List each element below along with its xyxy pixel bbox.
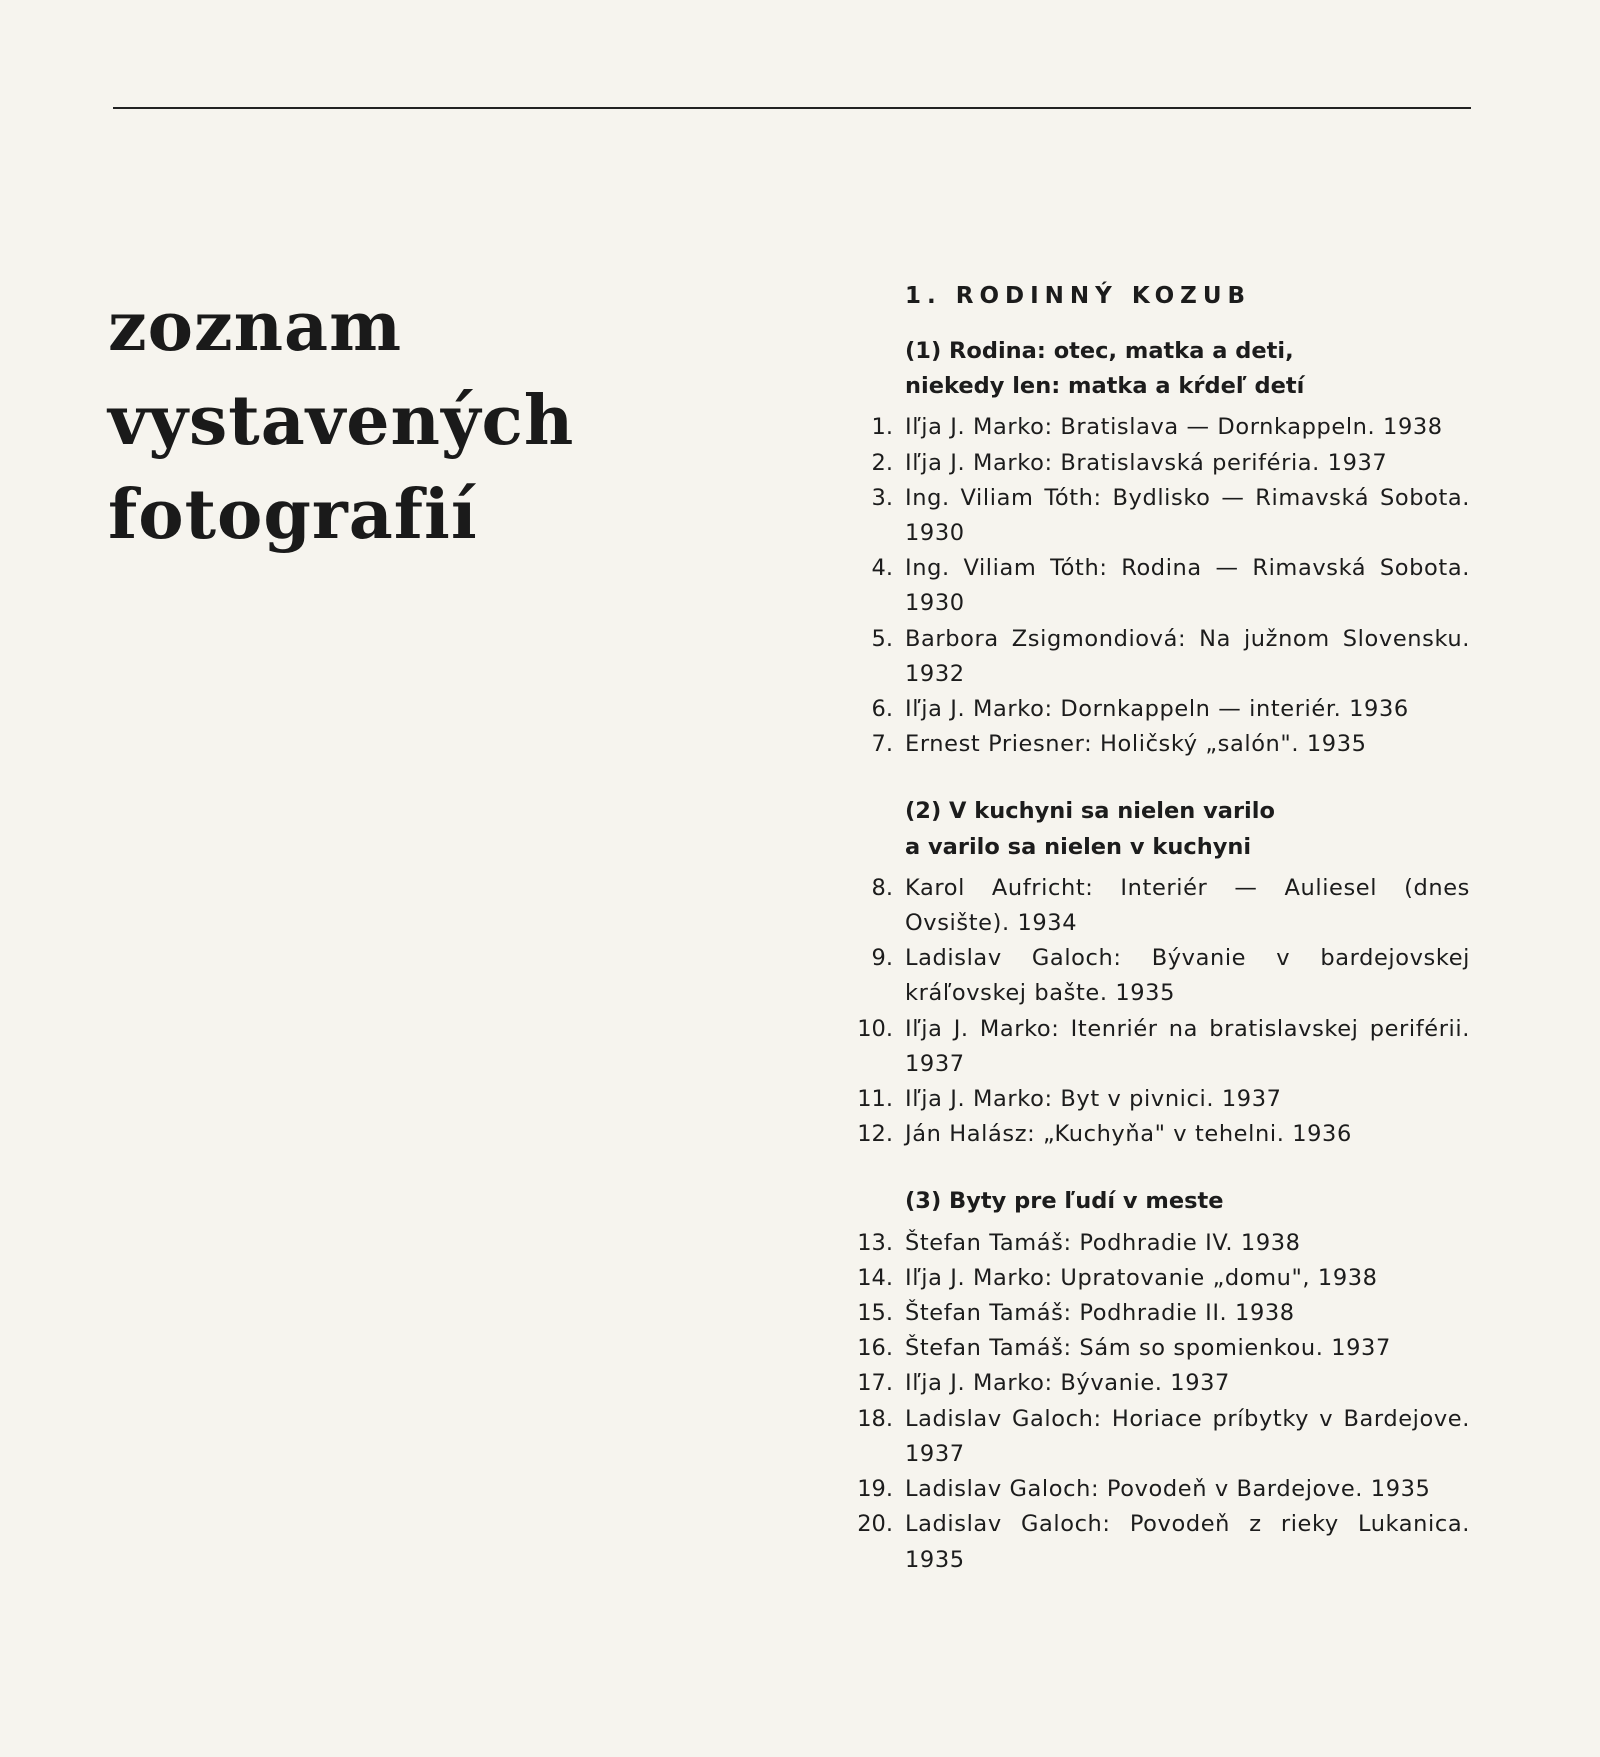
- photo-entry: [857, 1117, 1470, 1152]
- group-heading: [905, 1184, 1470, 1219]
- entry-number: 13.: [857, 1229, 893, 1256]
- photo-entry: [857, 1472, 1470, 1507]
- entry-text: Ladislav Galoch: Povodeň z rieky Lukanica. 1935: [905, 1511, 1470, 1573]
- group-heading: [905, 334, 1470, 404]
- entry-text: Štefan Tamáš: Podhradie IV. 1938: [905, 1229, 1301, 1256]
- exhibit-list: [857, 278, 1470, 1610]
- entry-number: 18.: [857, 1405, 893, 1432]
- photo-entry: [871, 941, 1470, 1011]
- entry-number: 1.: [871, 414, 893, 441]
- entry-number: 9.: [871, 945, 893, 972]
- title-line: fotografií: [108, 475, 478, 555]
- entry-text: Iľja J. Marko: Bratislava — Dornkappeln. 1938: [905, 414, 1443, 441]
- photo-list: [871, 410, 1470, 762]
- entry-text: Ing. Viliam Tóth: Rodina — Rimavská Sobota. 1930: [905, 555, 1470, 617]
- photo-entry: [857, 1012, 1470, 1082]
- photo-list: [857, 1226, 1470, 1578]
- entry-text: Štefan Tamáš: Sám so spomienkou. 1937: [905, 1335, 1391, 1362]
- photo-entry: [871, 622, 1470, 692]
- photo-entry: [857, 1082, 1470, 1117]
- entry-number: 14.: [857, 1264, 893, 1291]
- group-heading-line: (3) Byty pre ľudí v meste: [905, 1188, 1224, 1215]
- entry-number: 6.: [871, 696, 893, 723]
- photo-entry: [871, 481, 1470, 551]
- entry-number: 5.: [871, 625, 893, 652]
- entry-text: Iľja J. Marko: Bratislavská periféria. 1937: [905, 449, 1388, 476]
- photo-group: [871, 334, 1470, 762]
- entry-text: Ladislav Galoch: Povodeň v Bardejove. 1935: [905, 1476, 1431, 1503]
- title-line: zoznam: [108, 287, 403, 367]
- photo-entry: [871, 871, 1470, 941]
- entry-number: 2.: [871, 449, 893, 476]
- title-line: vystavených: [108, 381, 575, 461]
- entry-number: 20.: [857, 1511, 893, 1538]
- entry-number: 19.: [857, 1476, 893, 1503]
- photo-list: [857, 871, 1470, 1153]
- section-heading: 1. RODINNÝ KOZUB: [905, 283, 1252, 309]
- group-heading-line: a varilo sa nielen v kuchyni: [905, 833, 1252, 860]
- entry-text: Ladislav Galoch: Bývanie v bardejovskej kráľovskej bašte. 1935: [905, 945, 1470, 1007]
- entry-number: 10.: [857, 1015, 893, 1042]
- photo-entry: [871, 446, 1470, 481]
- entry-text: Barbora Zsigmondiová: Na južnom Slovensku. 1932: [905, 625, 1470, 687]
- group-heading-line: (1) Rodina: otec, matka a deti,: [905, 338, 1294, 364]
- photo-entry: [871, 727, 1470, 762]
- entry-number: 17.: [857, 1370, 893, 1397]
- entry-text: Štefan Tamáš: Podhradie II. 1938: [905, 1300, 1295, 1327]
- photo-entry: [857, 1331, 1470, 1366]
- group-heading-line: niekedy len: matka a kŕdeľ detí: [905, 373, 1305, 400]
- group-container: [857, 334, 1470, 1578]
- top-rule: [113, 107, 1471, 109]
- entry-number: 16.: [857, 1335, 893, 1362]
- entry-number: 3.: [871, 484, 893, 511]
- photo-entry: [857, 1507, 1470, 1577]
- entry-text: Ján Halász: „Kuchyňa" v tehelni. 1936: [905, 1121, 1352, 1148]
- entry-text: Ladislav Galoch: Horiace príbytky v Bardejove. 1937: [905, 1405, 1470, 1467]
- entry-text: Iľja J. Marko: Bývanie. 1937: [905, 1370, 1230, 1397]
- entry-text: Iľja J. Marko: Byt v pivnici. 1937: [905, 1086, 1282, 1113]
- entry-number: 15.: [857, 1300, 893, 1327]
- photo-entry: [857, 1296, 1470, 1331]
- group-heading: [905, 794, 1470, 864]
- entry-number: 11.: [857, 1086, 893, 1113]
- photo-entry: [857, 1366, 1470, 1401]
- photo-entry: [871, 410, 1470, 445]
- photo-group: [857, 794, 1470, 1152]
- entry-text: Ing. Viliam Tóth: Bydlisko — Rimavská Sobota. 1930: [905, 484, 1470, 547]
- photo-entry: [857, 1226, 1470, 1261]
- photo-group: [857, 1184, 1470, 1577]
- entry-number: 12.: [857, 1121, 893, 1148]
- entry-number: 8.: [871, 874, 893, 901]
- photo-entry: [871, 692, 1470, 727]
- entry-number: 4.: [871, 555, 893, 582]
- photo-entry: [871, 551, 1470, 621]
- entry-text: Iľja J. Marko: Dornkappeln — interiér. 1936: [905, 696, 1409, 723]
- entry-text: Iľja J. Marko: Itenriér na bratislavskej periférii. 1937: [905, 1015, 1470, 1077]
- group-heading-line: (2) V kuchyni sa nielen varilo: [905, 798, 1275, 825]
- photo-entry: [857, 1261, 1470, 1296]
- entry-text: Iľja J. Marko: Upratovanie „domu", 1938: [905, 1264, 1378, 1291]
- entry-text: Karol Aufricht: Interiér — Auliesel (dnes Ovsište). 1934: [905, 874, 1470, 937]
- entry-number: 7.: [871, 731, 893, 758]
- photo-entry: [857, 1402, 1470, 1472]
- page-title: [108, 280, 574, 562]
- entry-text: Ernest Priesner: Holičský „salón". 1935: [905, 731, 1367, 758]
